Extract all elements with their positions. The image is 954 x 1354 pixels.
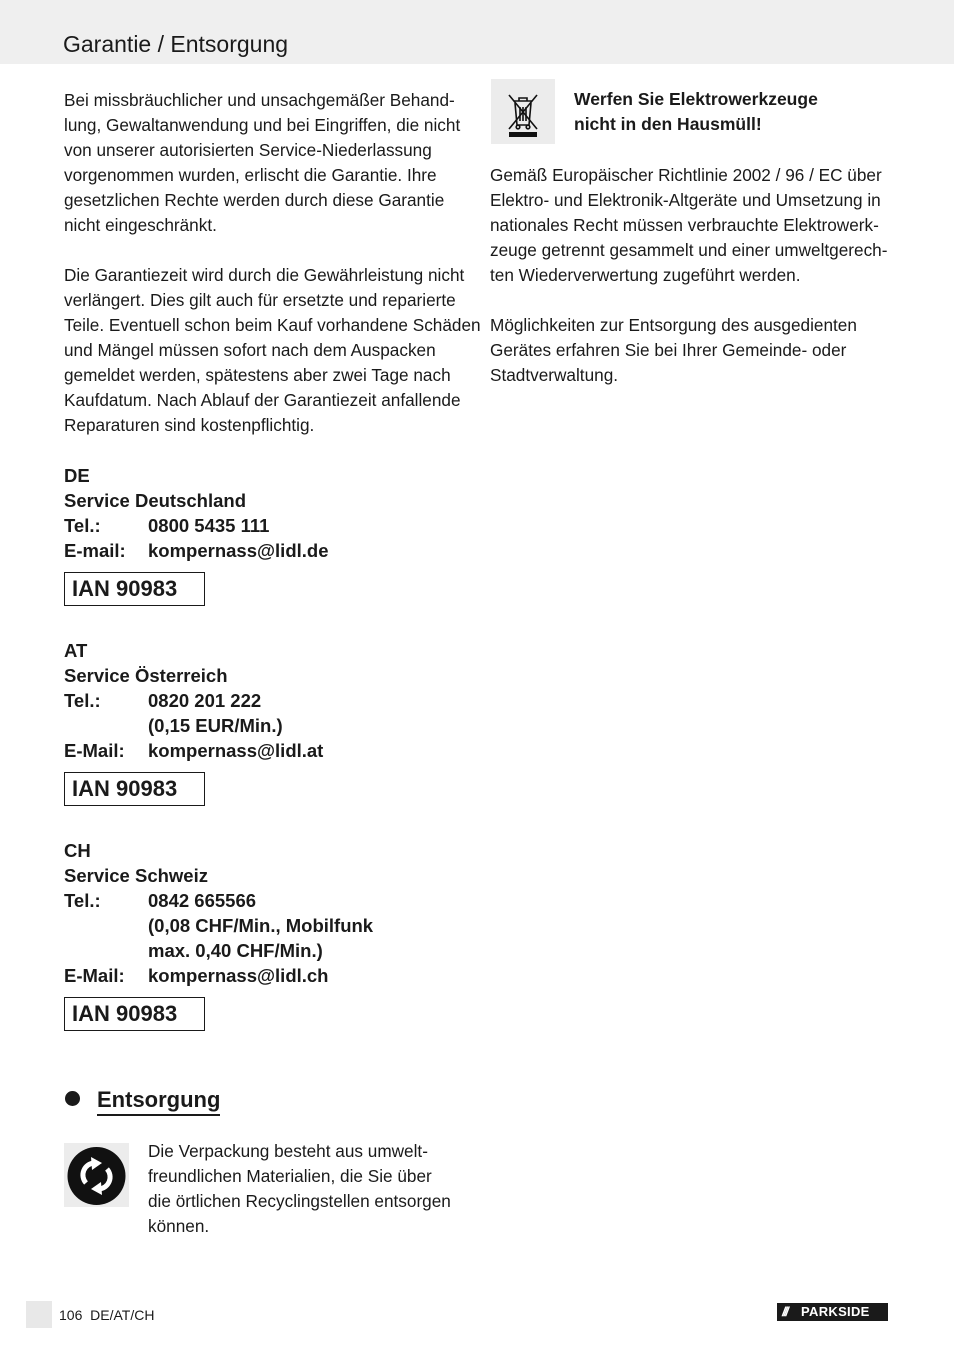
ian-box-de: IAN 90983 [64,572,205,606]
text-line: gemeldet werden, spätestens aber zwei Tage nach [64,365,451,385]
tel-rate-mobile: max. 0,40 CHF/Min.) [148,940,323,961]
country-code: DE [64,465,90,486]
footer-page-info [59,1305,154,1325]
text-line: verlängert. Dies gilt auch für ersetzte und reparierte [64,290,456,310]
ian-box-ch: IAN 90983 [64,997,205,1031]
text-line: vorgenommen wurden, erlischt die Garantie. Ihre [64,165,437,185]
warning-title [574,87,818,137]
page-title: Garantie / Entsorgung [63,31,289,57]
email-address: kompernass@lidl.at [148,740,324,761]
tel-label: Tel.: [64,690,101,711]
text-line: Gerätes erfahren Sie bei Ihrer Gemeinde- oder [490,340,847,360]
tel-rate: (0,08 CHF/Min., Mobilfunk [148,915,374,936]
text-line: Teile. Eventuell schon beim Kauf vorhandene Schäden [64,315,481,335]
text-line: nationales Recht müssen verbrauchte Elektrowerk- [490,215,879,235]
text-line: von unserer autorisierten Service-Niederlassung [64,140,432,160]
text-line: Möglichkeiten zur Entsorgung des ausgedienten [490,315,857,335]
packaging-text [148,1139,451,1239]
crossed-out-bin-icon [491,79,555,144]
text-line: Reparaturen sind kostenpflichtig. [64,415,315,435]
text-line: lung, Gewaltanwendung und bei Eingriffen, die nicht [64,115,461,135]
email-address: kompernass@lidl.ch [148,965,329,986]
recycling-icon [64,1143,129,1207]
email-label: E-mail: [64,540,126,561]
tel-label: Tel.: [64,515,101,536]
email-address: kompernass@lidl.de [148,540,329,561]
tel-label: Tel.: [64,890,101,911]
directive-text [490,163,887,288]
text-line: Stadtverwaltung. [490,365,619,385]
page-number: 106 [59,1307,83,1323]
text-line: Bei missbräuchlicher und unsachgemäßer Behand- [64,90,455,110]
text-line: Die Verpackung besteht aus umwelt- [148,1141,428,1161]
country-code: AT [64,640,88,661]
text-line: ten Wiederverwertung zugeführt werden. [490,265,801,285]
section-title-disposal: Entsorgung [97,1085,220,1116]
text-line: gesetzlichen Rechte werden durch diese Garantie [64,190,445,210]
tel-rate: (0,15 EUR/Min.) [148,715,283,736]
text-line: zeuge getrennt gesammelt und einer umweltgerech- [490,240,888,260]
bullet-icon [65,1091,80,1106]
text-line: Kaufdatum. Nach Ablauf der Garantiezeit anfallende [64,390,461,410]
text-line: Elektro- und Elektronik-Altgeräte und Umsetzung in [490,190,881,210]
parkside-logo [777,1303,888,1321]
text-line: nicht eingeschränkt. [64,215,217,235]
service-name: Service Österreich [64,665,228,686]
text-line: und Mängel müssen sofort nach dem Auspacken [64,340,436,360]
text-line: die örtlichen Recyclingstellen entsorgen [148,1191,451,1211]
warranty-paragraph-1 [64,88,460,238]
text-line: nicht in den Hausmüll! [574,114,762,134]
page-number-marker [26,1301,52,1328]
tel-number: 0842 665566 [148,890,257,911]
text-line: können. [148,1216,210,1236]
brand-name: PARKSIDE [801,1304,870,1319]
brand-mark: /// [782,1304,787,1319]
country-code: CH [64,840,91,861]
email-label: E-Mail: [64,740,125,761]
email-label: E-Mail: [64,965,125,986]
service-name: Service Schweiz [64,865,208,886]
text-line: Gemäß Europäischer Richtlinie 2002 / 96 / EC über [490,165,882,185]
language-codes: DE/AT/CH [90,1307,155,1323]
tel-number: 0800 5435 111 [148,515,270,536]
service-name: Service Deutschland [64,490,246,511]
text-line: Werfen Sie Elektrowerkzeuge [574,89,818,109]
text-line: freundlichen Materialien, die Sie über [148,1166,432,1186]
text-line: Die Garantiezeit wird durch die Gewährleistung nicht [64,265,465,285]
warranty-paragraph-2 [64,263,481,438]
tel-number: 0820 201 222 [148,690,262,711]
disposal-options-text [490,313,857,388]
ian-box-at: IAN 90983 [64,772,205,806]
